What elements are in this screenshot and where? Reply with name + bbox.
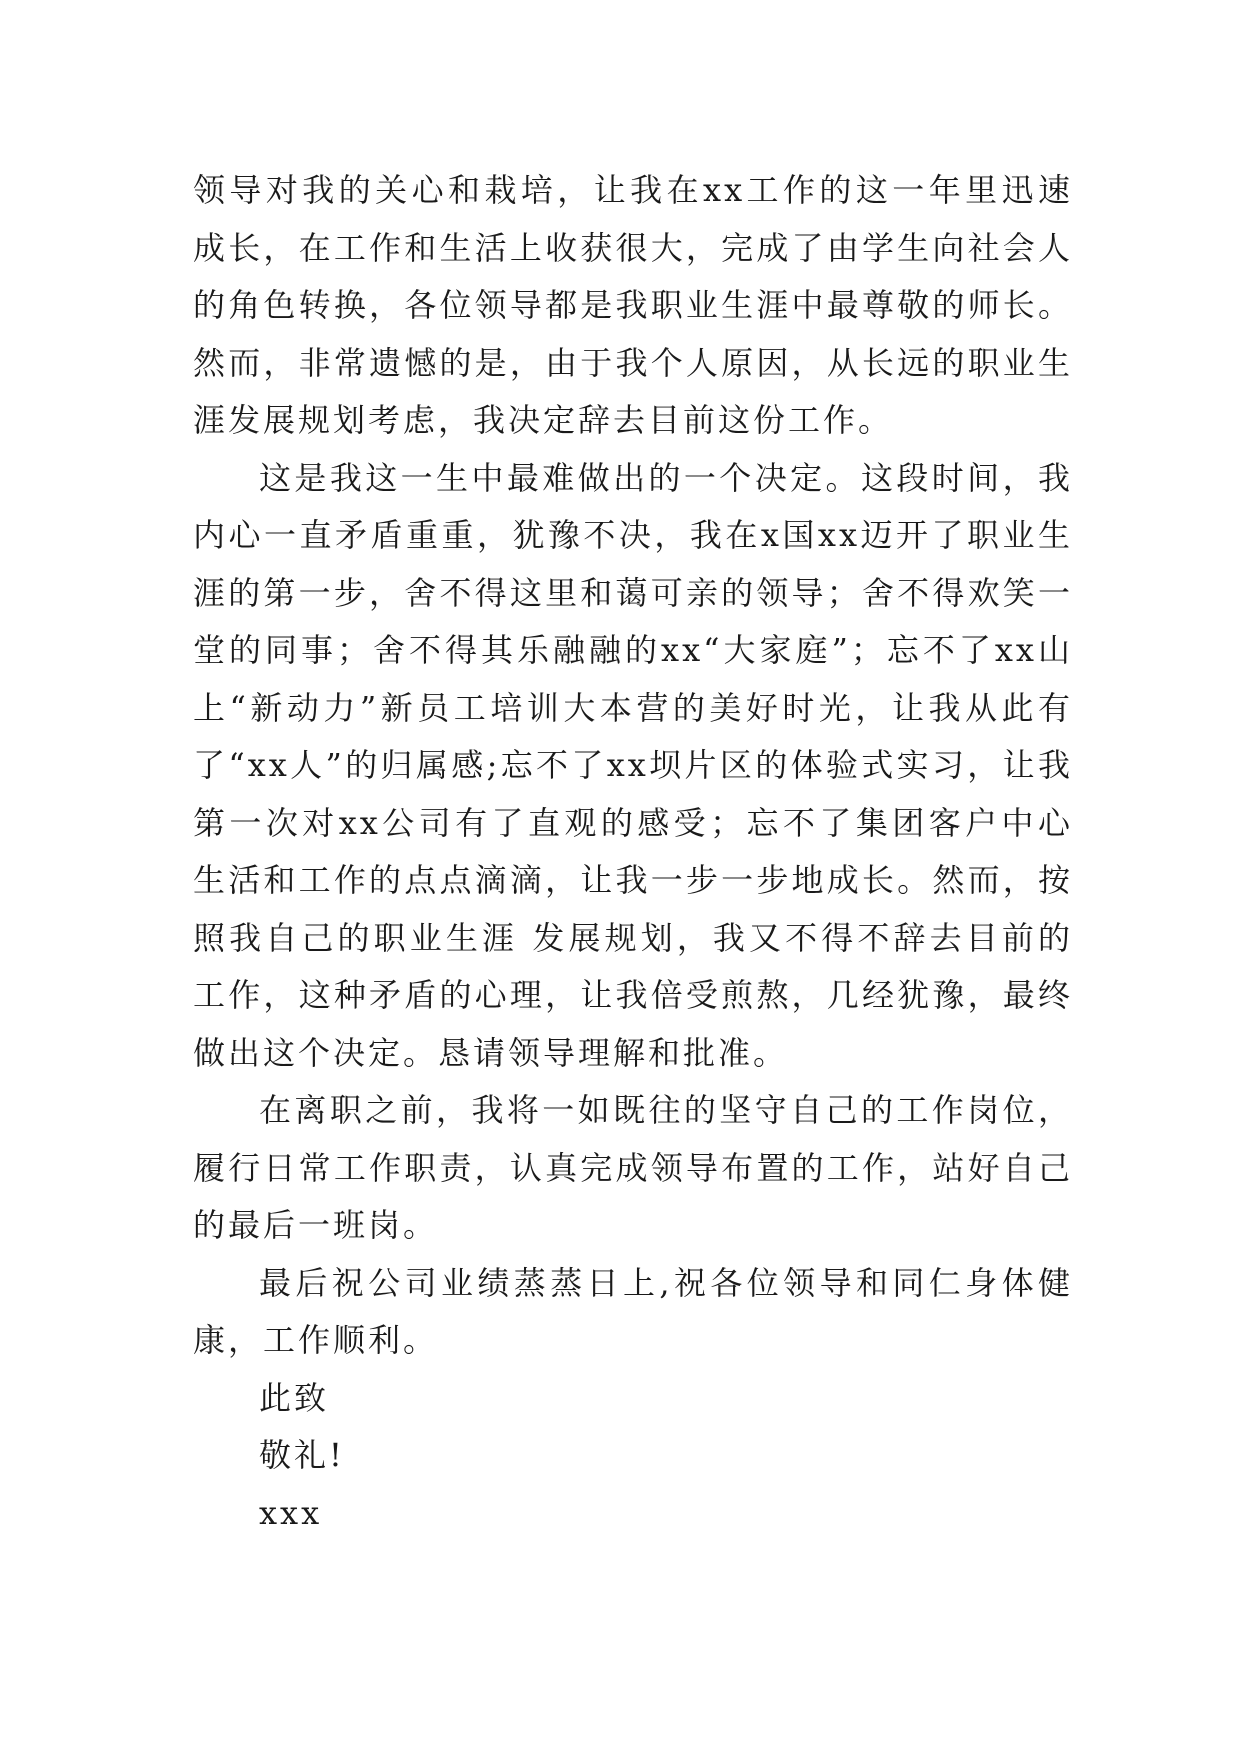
signature: xxx <box>259 1493 323 1532</box>
closing-salutation-2: 敬礼! <box>259 1436 345 1474</box>
letter-body <box>193 162 1073 1542</box>
paragraph-2: 这是我这一生中最难做出的一个决定。这段时间，我内心一直矛盾重重，犹豫不决，我在x国xx迈开了职业生涯的第一步，舍不得这里和蔼可亲的领导；舍不得欢笑一堂的同事；舍不得其乐融融的xx“大家庭”；忘不了xx山上“新动力”新员工培训大本营的美好时光，让我从此有了“xx人”的归属感;忘不了xx坝片区的体验式实习，让我第一次对xx公司有了直观的感受；忘不了集团客户中心生活和工作的点点滴滴，让我一步一步地成长。然而，按照我自己的职业生涯 发展规划，我又不得不辞去目前的工作，这种矛盾的心理，让我倍受煎熬，几经犹豫，最终做出这个决定。恳请领导理解和批准。 <box>193 458 1073 1072</box>
paragraph-1: 领导对我的关心和栽培，让我在xx工作的这一年里迅速成长，在工作和生活上收获很大，完成了由学生向社会人的角色转换，各位领导都是我职业生涯中最尊敬的师长。然而，非常遗憾的是，由于我个人原因，从长远的职业生涯发展规划考虑，我决定辞去目前这份工作。 <box>193 171 1073 439</box>
paragraph-4: 最后祝公司业绩蒸蒸日上,祝各位领导和同仁身体健康，工作顺利。 <box>193 1263 1073 1359</box>
closing-salutation-1: 此致 <box>259 1378 330 1417</box>
paragraph-3: 在离职之前，我将一如既往的坚守自己的工作岗位，履行日常工作职责，认真完成领导布置的工作，站好自己的最后一班岗。 <box>193 1091 1073 1244</box>
